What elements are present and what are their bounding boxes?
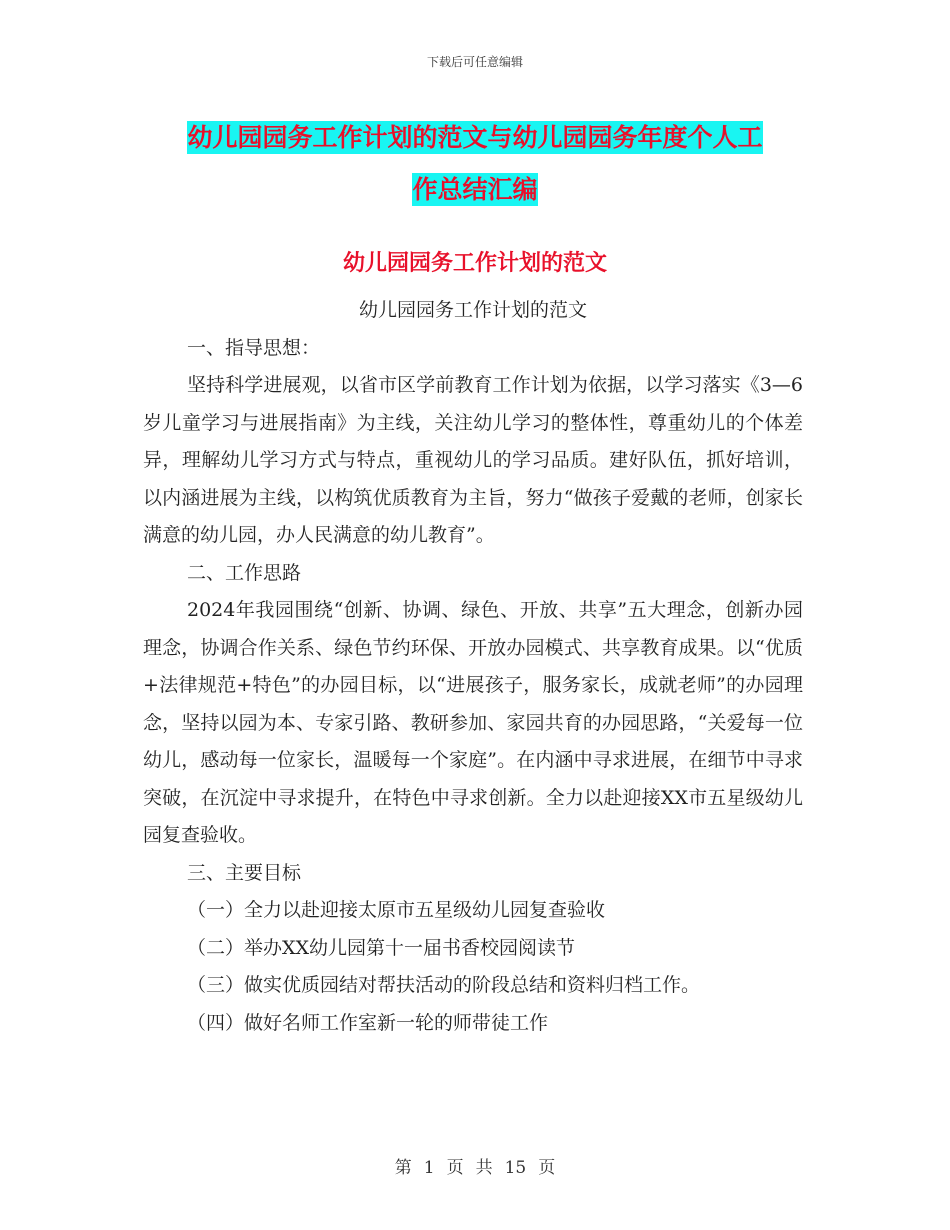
body-subtitle: 幼儿园园务工作计划的范文	[358, 299, 587, 321]
section-title: 幼儿园园务工作计划的范文	[342, 251, 607, 276]
footer-page-word: 页	[446, 1158, 464, 1178]
document-body	[143, 292, 803, 1042]
goal-item: （四）做好名师工作室新一轮的师带徒工作	[187, 1011, 549, 1034]
title-line-1: 幼儿园园务工作计划的范文与幼儿园园务年度个人工	[187, 123, 763, 152]
heading-work-approach: 二、工作思路	[187, 561, 302, 584]
title-line-2: 作总结汇编	[412, 175, 538, 204]
footer-page-number: 1	[423, 1158, 435, 1178]
header-note: 下载后可任意编辑	[426, 55, 523, 69]
footer-prefix: 第	[394, 1158, 412, 1178]
footer-total-word: 共	[475, 1158, 493, 1178]
goal-item: （三）做实优质园结对帮扶活动的阶段总结和资料归档工作。	[187, 974, 701, 996]
heading-main-goals: 三、主要目标	[187, 861, 302, 884]
paragraph-guiding-thought: 坚持科学进展观，以省市区学前教育工作计划为依据，以学习落实《3—6岁儿童学习与进展指南》为主线，关注幼儿学习的整体性，尊重幼儿的个体差异，理解幼儿学习方式与特点，重视幼儿的学习品质。建好队伍，抓好培训，以内涵进展为主线，以构筑优质教育为主旨，努力“做孩子爱戴的老师，创家长满意的幼儿园，办人民满意的幼儿教育”。	[143, 374, 803, 546]
heading-guiding-thought: 一、指导思想：	[187, 336, 321, 359]
goal-item: （二）举办XX幼儿园第十一届书香校园阅读节	[187, 936, 576, 959]
paragraph-work-approach: 2024年我园围绕“创新、协调、绿色、开放、共享”五大理念，创新办园理念，协调合作关系、绿色节约环保、开放办园模式、共享教育成果。以“优质+法律规范+特色”的办园目标，以“进展孩子，服务家长，成就老师”的办园理念，坚持以园为本、专家引路、教研参加、家园共育的办园思路，“关爱每一位幼儿，感动每一位家长，温暖每一个家庭”。在内涵中寻求进展，在细节中寻求突破，在沉淀中寻求提升，在特色中寻求创新。全力以赴迎接XX市五星级幼儿园复查验收。	[143, 599, 803, 846]
footer-suffix: 页	[538, 1158, 556, 1178]
page-footer	[0, 1153, 950, 1178]
goal-item: （一）全力以赴迎接太原市五星级幼儿园复查验收	[187, 899, 606, 921]
document-title	[140, 112, 810, 216]
footer-total-pages: 15	[504, 1158, 527, 1178]
